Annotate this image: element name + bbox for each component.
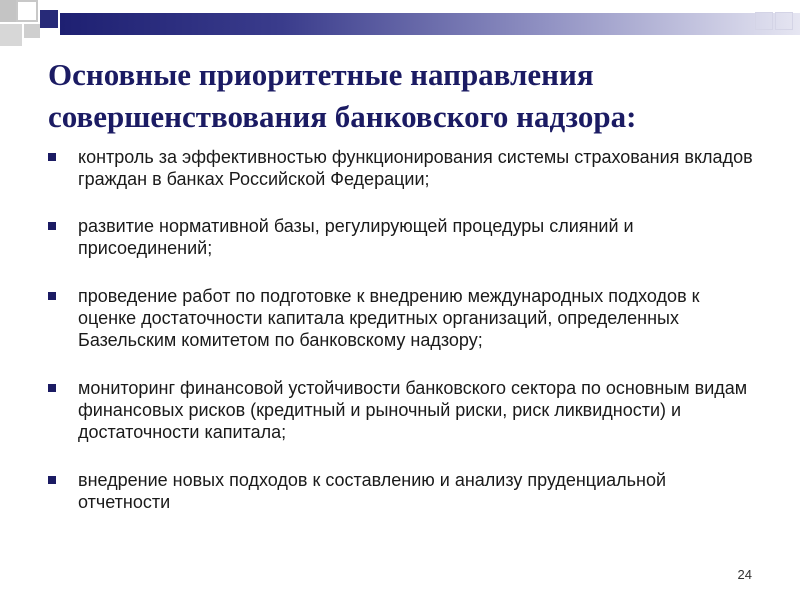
decor-square-outline <box>16 0 38 22</box>
bullet-list <box>40 146 760 538</box>
decor-corner-square <box>755 12 773 30</box>
bullet-item <box>40 377 760 443</box>
decor-square-blue <box>40 10 58 28</box>
bullet-text: мониторинг финансовой устойчивости банковского сектора по основным видам финансовых рисков (кредитный и рыночный риски, риск ликвидности) и достаточности капитала; <box>78 378 748 442</box>
square-bullet-icon <box>48 292 56 300</box>
bullet-text: контроль за эффективностью функционирования системы страхования вкладов граждан в банках Российской Федерации; <box>78 147 753 189</box>
bullet-item <box>40 469 760 513</box>
decor-square-gray-lower <box>0 24 22 46</box>
bullet-text: проведение работ по подготовке к внедрению международных подходов к оценке достаточности капитала кредитных организаций, определенных Базельским комитетом по банковскому надзору; <box>78 286 700 350</box>
square-bullet-icon <box>48 222 56 230</box>
square-bullet-icon <box>48 476 56 484</box>
bullet-item <box>40 285 760 351</box>
bullet-text: развитие нормативной базы, регулирующей процедуры слияний и присоединений; <box>78 216 634 258</box>
header-gradient-bar <box>60 13 800 35</box>
decor-square-gray-small <box>24 24 40 38</box>
square-bullet-icon <box>48 384 56 392</box>
slide-title: Основные приоритетные направления совершенствования банковского надзора: <box>48 57 637 134</box>
page-number: 24 <box>737 567 752 582</box>
decor-corner-square <box>775 12 793 30</box>
bullet-item <box>40 146 760 190</box>
bullet-text: внедрение новых подходов к составлению и анализу пруденциальной отчетности <box>78 470 667 512</box>
square-bullet-icon <box>48 153 56 161</box>
bullet-item <box>40 215 760 259</box>
